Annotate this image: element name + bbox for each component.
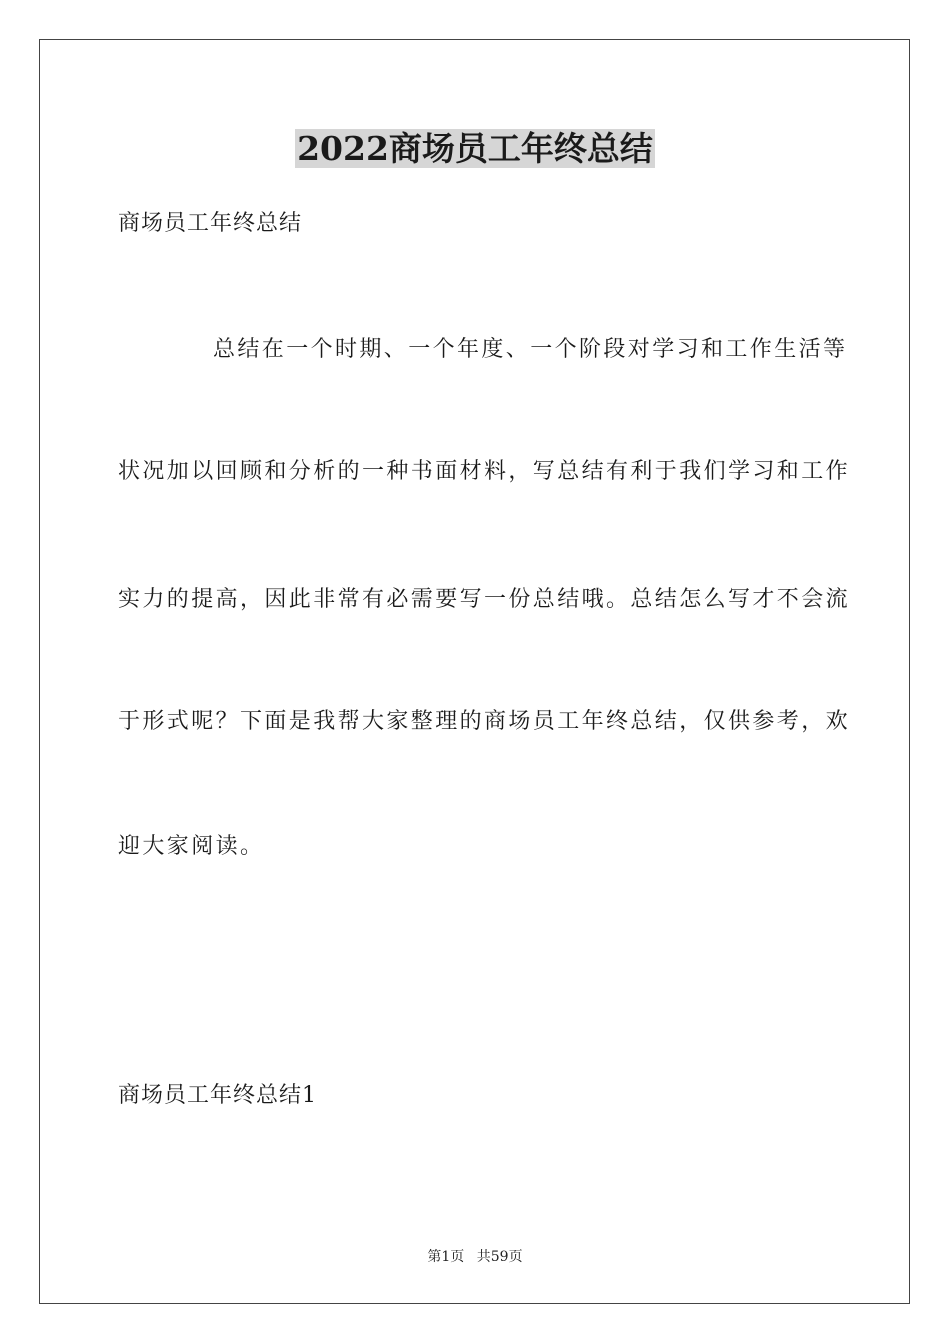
document-title [0,127,950,171]
intro-line-4: 于形式呢？下面是我帮大家整理的商场员工年终总结，仅供参考，欢 [118,709,851,734]
intro-line-2: 状况加以回顾和分析的一种书面材料，写总结有利于我们学习和工作 [118,459,851,484]
document-subtitle: 商场员工年终总结 [118,211,303,236]
document-title-text: 2022商场员工年终总结 [297,129,653,168]
intro-line-5: 迎大家阅读。 [118,834,265,859]
page-number: 第1页 [427,1249,465,1265]
intro-line-3: 实力的提高，因此非常有必需要写一份总结哦。总结怎么写才不会流 [118,587,851,612]
section-heading: 商场员工年终总结1 [118,1083,317,1108]
intro-line-1: 总结在一个时期、一个年度、一个阶段对学习和工作生活等 [213,337,848,362]
page-footer [0,1247,950,1267]
page-total: 共59页 [476,1249,523,1265]
